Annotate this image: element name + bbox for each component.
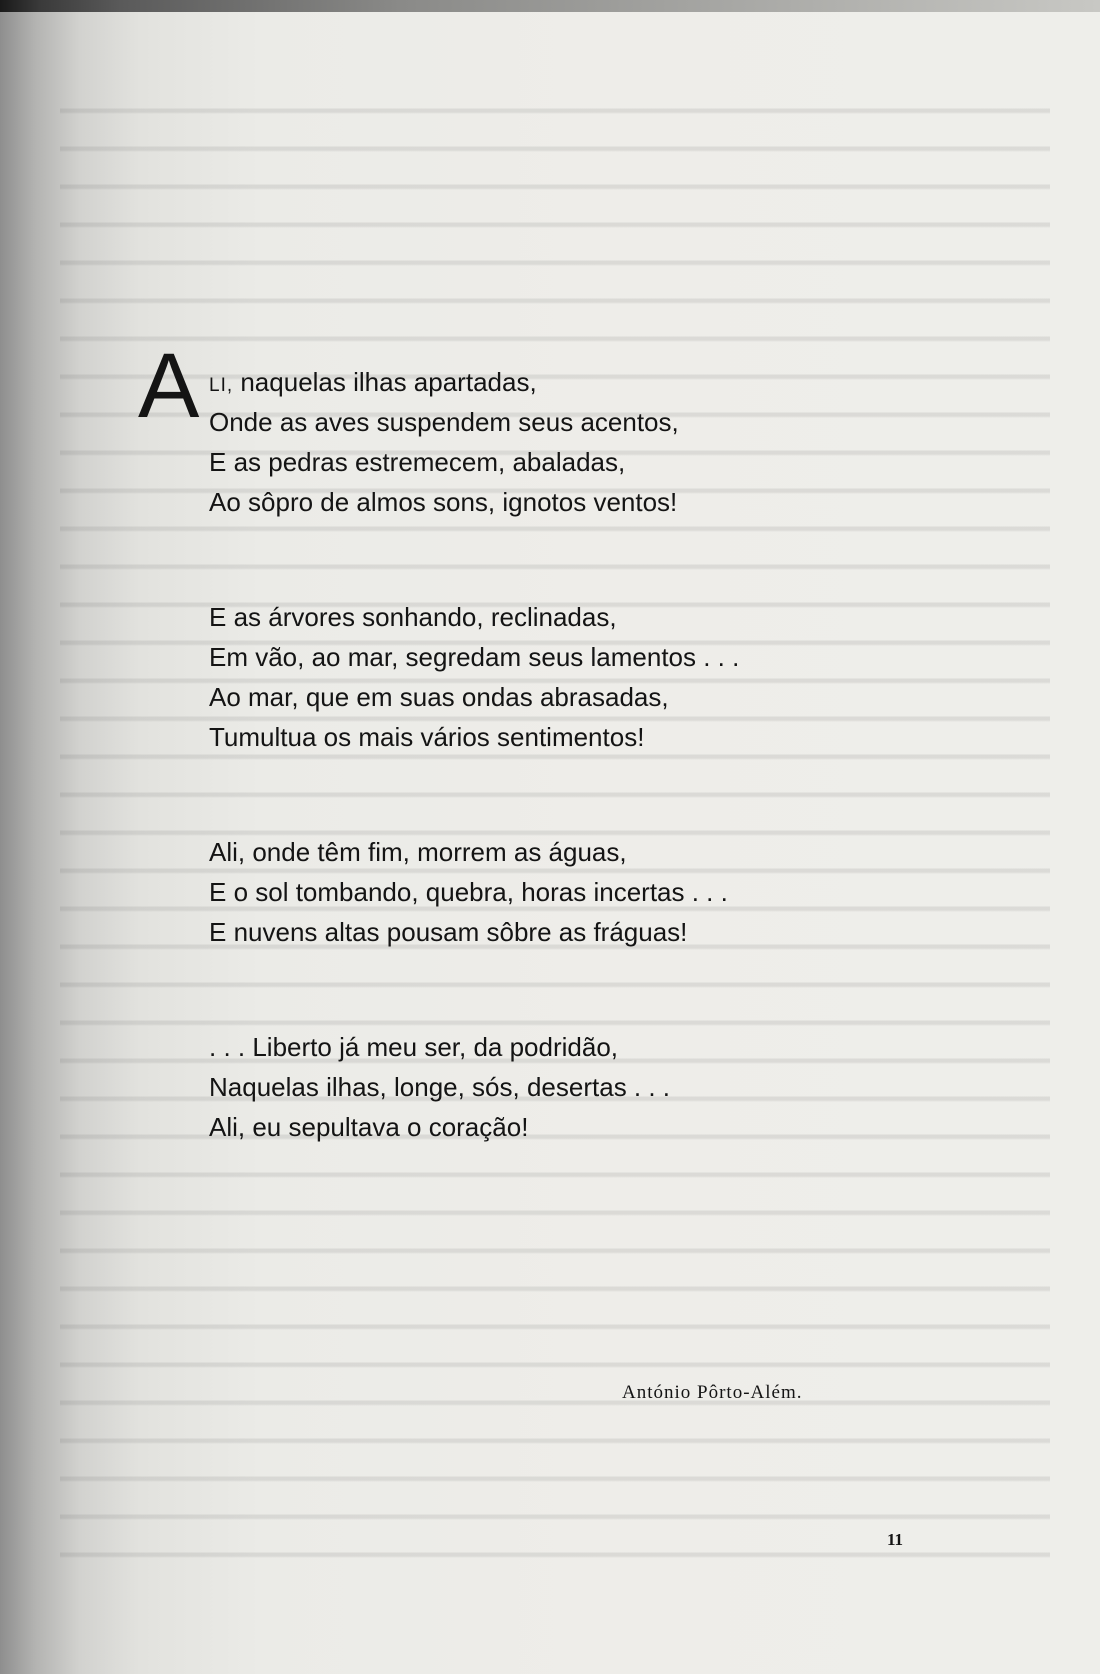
poem-line: E o sol tombando, quebra, horas incertas . . . — [209, 877, 728, 907]
drop-cap: A — [138, 335, 200, 437]
first-line-text: naquelas ilhas apartadas, — [233, 367, 537, 397]
poem-line: . . . Liberto já meu ser, da podridão, — [209, 1032, 619, 1062]
author-signature: António Pôrto-Além. — [622, 1382, 803, 1403]
poem — [138, 335, 998, 1147]
poem-line: Ao sôpro de almos sons, ignotos ventos! — [209, 487, 678, 517]
poem-line: Onde as aves suspendem seus acentos, — [209, 407, 679, 437]
page-top-edge — [0, 0, 1100, 12]
poem-line: E as pedras estremecem, abaladas, — [209, 447, 626, 477]
poem-line: Em vão, ao mar, segredam seus lamentos . . . — [209, 642, 740, 672]
stanza-4 — [138, 1027, 998, 1147]
poem-line: Tumultua os mais vários sentimentos! — [209, 722, 645, 752]
poem-line: Ali, onde têm fim, morrem as águas, — [209, 837, 627, 867]
stanza-1 — [138, 335, 998, 522]
poem-line: E nuvens altas pousam sôbre as fráguas! — [209, 917, 688, 947]
stanza-2 — [138, 597, 998, 757]
poem-line: Naquelas ilhas, longe, sós, desertas . . . — [209, 1072, 671, 1102]
page-number: 11 — [887, 1530, 904, 1549]
first-word-smallcaps: LI, — [209, 375, 234, 396]
poem-line: Ali, eu sepultava o coração! — [209, 1112, 529, 1142]
poem-line: E as árvores sonhando, reclinadas, — [209, 602, 617, 632]
stanza-3 — [138, 832, 998, 952]
poem-line: Ao mar, que em suas ondas abrasadas, — [209, 682, 669, 712]
